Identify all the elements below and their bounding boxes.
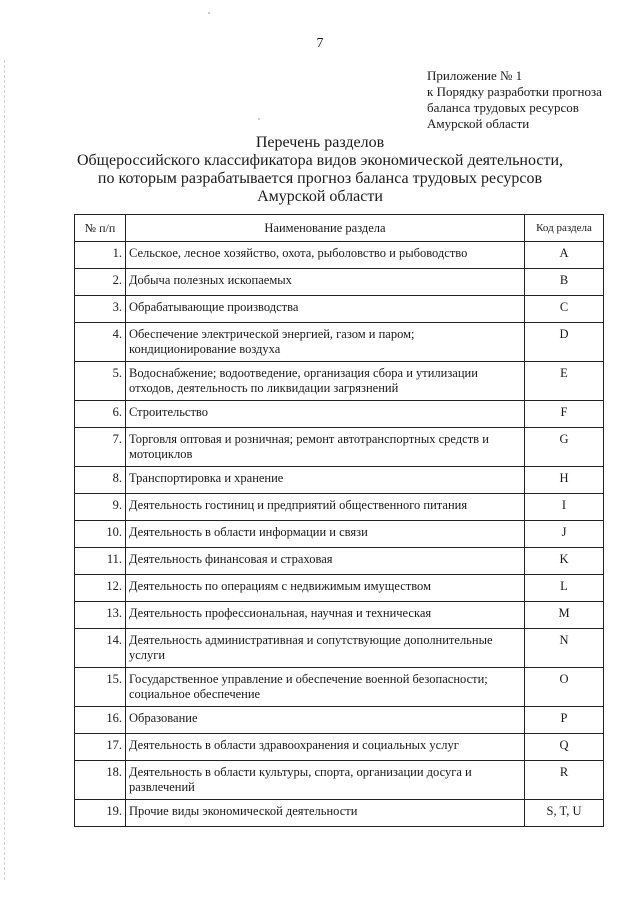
- table-row: [75, 575, 604, 602]
- row-code: N: [525, 629, 604, 668]
- header-name: Наименование раздела: [126, 215, 525, 242]
- row-number: 19.: [75, 800, 126, 827]
- table-row: [75, 401, 604, 428]
- row-number: 8.: [75, 467, 126, 494]
- appendix-line: к Порядку разработки прогноза: [427, 84, 602, 99]
- row-number: 6.: [75, 401, 126, 428]
- row-name: Деятельность в области информации и связи: [126, 521, 525, 548]
- row-number: 12.: [75, 575, 126, 602]
- row-name: Деятельность профессиональная, научная и техническая: [126, 602, 525, 629]
- title-line: Амурской области: [257, 188, 383, 205]
- row-code: O: [525, 668, 604, 707]
- row-code: K: [525, 548, 604, 575]
- row-number: 18.: [75, 761, 126, 800]
- row-number: 13.: [75, 602, 126, 629]
- sections-table: [74, 214, 604, 827]
- row-name: Сельское, лесное хозяйство, охота, рыболовство и рыбоводство: [126, 242, 525, 269]
- document-title: [0, 134, 640, 206]
- appendix-line: Амурской области: [427, 116, 530, 131]
- row-number: 11.: [75, 548, 126, 575]
- table-row: [75, 494, 604, 521]
- row-name: Образование: [126, 707, 525, 734]
- row-code: B: [525, 269, 604, 296]
- table-row: [75, 242, 604, 269]
- row-name: Деятельность гостиниц и предприятий общественного питания: [126, 494, 525, 521]
- row-name: Водоснабжение; водоотведение, организация сбора и утилизации отходов, деятельность по ликвидации загрязнений: [126, 362, 525, 401]
- table-row: [75, 467, 604, 494]
- row-number: 4.: [75, 323, 126, 362]
- row-name: Строительство: [126, 401, 525, 428]
- row-code: J: [525, 521, 604, 548]
- row-name: Деятельность в области культуры, спорта, организации досуга и развлечений: [126, 761, 525, 800]
- row-number: 1.: [75, 242, 126, 269]
- table-row: [75, 323, 604, 362]
- row-name: Обрабатывающие производства: [126, 296, 525, 323]
- row-name: Транспортировка и хранение: [126, 467, 525, 494]
- row-name: Деятельность в области здравоохранения и социальных услуг: [126, 734, 525, 761]
- page-number: 7: [316, 36, 324, 51]
- row-code: A: [525, 242, 604, 269]
- table-row: [75, 296, 604, 323]
- table-row: [75, 761, 604, 800]
- row-number: 5.: [75, 362, 126, 401]
- row-number: 16.: [75, 707, 126, 734]
- row-number: 7.: [75, 428, 126, 467]
- row-name: Деятельность административная и сопутствующие дополнительные услуги: [126, 629, 525, 668]
- table-row: [75, 707, 604, 734]
- row-code: C: [525, 296, 604, 323]
- row-name: Обеспечение электрической энергией, газом и паром; кондиционирование воздуха: [126, 323, 525, 362]
- appendix-line: баланса трудовых ресурсов: [427, 100, 579, 115]
- table-row: [75, 629, 604, 668]
- table-row: [75, 521, 604, 548]
- row-number: 3.: [75, 296, 126, 323]
- row-name: Деятельность по операциям с недвижимым имуществом: [126, 575, 525, 602]
- row-code: D: [525, 323, 604, 362]
- table-row: [75, 734, 604, 761]
- row-number: 15.: [75, 668, 126, 707]
- row-name: Прочие виды экономической деятельности: [126, 800, 525, 827]
- table-row: [75, 269, 604, 296]
- table-header-row: [75, 215, 604, 242]
- row-code: H: [525, 467, 604, 494]
- table-row: [75, 548, 604, 575]
- row-code: P: [525, 707, 604, 734]
- row-number: 17.: [75, 734, 126, 761]
- row-number: 14.: [75, 629, 126, 668]
- table-row: [75, 362, 604, 401]
- table-row: [75, 668, 604, 707]
- title-line: Перечень разделов: [255, 134, 385, 151]
- appendix-block: [427, 68, 602, 132]
- title-line: по которым разрабатывается прогноз баланса трудовых ресурсов: [97, 170, 543, 187]
- table-row: [75, 602, 604, 629]
- row-number: 10.: [75, 521, 126, 548]
- row-name: Деятельность финансовая и страховая: [126, 548, 525, 575]
- row-code: F: [525, 401, 604, 428]
- table-row: [75, 800, 604, 827]
- row-name: Торговля оптовая и розничная; ремонт автотранспортных средств и мотоциклов: [126, 428, 525, 467]
- title-line: Общероссийского классификатора видов экономической деятельности,: [76, 152, 564, 169]
- row-code: E: [525, 362, 604, 401]
- appendix-line: Приложение № 1: [427, 68, 523, 83]
- header-number: № п/п: [75, 215, 126, 242]
- scan-speck: [208, 12, 210, 14]
- row-code: Q: [525, 734, 604, 761]
- row-name: Добыча полезных ископаемых: [126, 269, 525, 296]
- row-code: S, T, U: [525, 800, 604, 827]
- row-code: L: [525, 575, 604, 602]
- scan-speck: [258, 118, 260, 120]
- row-number: 2.: [75, 269, 126, 296]
- row-code: R: [525, 761, 604, 800]
- row-name: Государственное управление и обеспечение военной безопасности; социальное обеспечение: [126, 668, 525, 707]
- table-row: [75, 428, 604, 467]
- header-code: Код раздела: [525, 215, 604, 242]
- row-number: 9.: [75, 494, 126, 521]
- row-code: G: [525, 428, 604, 467]
- row-code: M: [525, 602, 604, 629]
- row-code: I: [525, 494, 604, 521]
